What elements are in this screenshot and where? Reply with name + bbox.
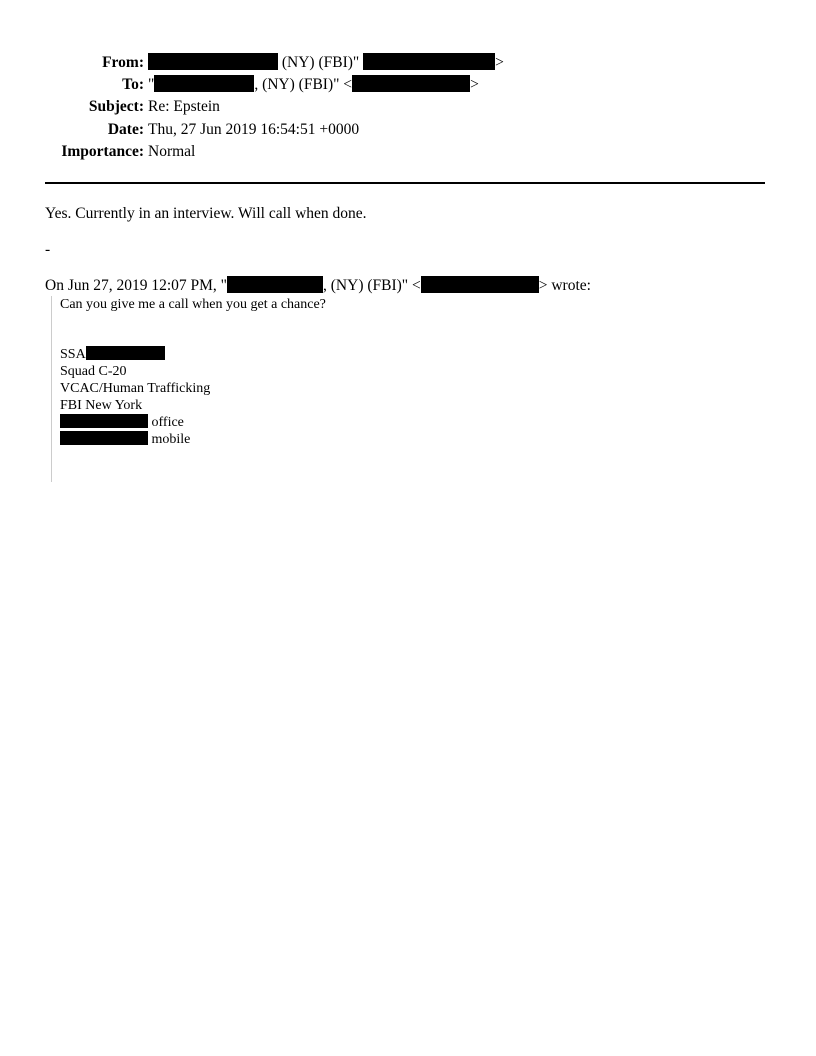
redaction-block	[60, 414, 148, 428]
redaction-block	[352, 75, 470, 92]
office-label: office	[148, 415, 184, 430]
redaction-block	[421, 276, 539, 293]
header-subject-row	[0, 96, 816, 118]
to-end: >	[470, 76, 479, 94]
importance-label: Importance:	[61, 142, 144, 160]
quoted-text: Can you give me a call when you get a chance?	[60, 297, 326, 312]
quote-intro-middle: , (NY) (FBI)" <	[323, 277, 421, 294]
to-suffix: , (NY) (FBI)" <	[254, 76, 353, 94]
signature-office-name: FBI New York	[60, 398, 143, 413]
redaction-block	[60, 431, 148, 445]
signature-unit: VCAC/Human Trafficking	[60, 381, 211, 396]
date-value: Thu, 27 Jun 2019 16:54:51 +0000	[148, 120, 360, 138]
redaction-block	[154, 75, 254, 92]
quote-intro-suffix: > wrote:	[538, 277, 591, 294]
redaction-block	[86, 346, 165, 360]
date-label: Date:	[107, 120, 144, 138]
signature-title-prefix: SSA	[60, 347, 86, 362]
header-date-row	[0, 119, 816, 141]
redaction-block	[363, 53, 495, 70]
reply-text: Yes. Currently in an interview. Will call when done.	[45, 205, 367, 222]
header-from-row	[0, 52, 816, 74]
signature-mobile-phone	[60, 431, 190, 448]
redaction-block	[148, 53, 278, 70]
quote-intro-prefix: On Jun 27, 2019 12:07 PM, "	[45, 277, 228, 294]
header-to-row	[0, 74, 816, 96]
from-value	[148, 52, 504, 74]
to-prefix: "	[148, 76, 155, 94]
redaction-block	[227, 276, 323, 293]
to-value	[148, 74, 479, 96]
signature-title	[60, 346, 165, 363]
header-divider	[45, 182, 765, 184]
signature-office-phone	[60, 414, 184, 431]
quoted-message	[51, 296, 552, 482]
header-importance-row	[0, 141, 816, 163]
from-suffix: (NY) (FBI)"	[278, 54, 360, 71]
email-header	[0, 52, 816, 163]
mobile-label: mobile	[148, 432, 191, 447]
signature-squad: Squad C-20	[60, 364, 127, 379]
signature-dash: -	[45, 241, 51, 258]
quote-intro	[45, 276, 591, 296]
subject-label: Subject:	[88, 98, 144, 116]
importance-value: Normal	[148, 142, 196, 160]
to-label: To:	[122, 76, 144, 94]
from-end: >	[495, 54, 504, 71]
from-label: From:	[102, 54, 144, 71]
subject-value: Re: Epstein	[148, 98, 220, 116]
